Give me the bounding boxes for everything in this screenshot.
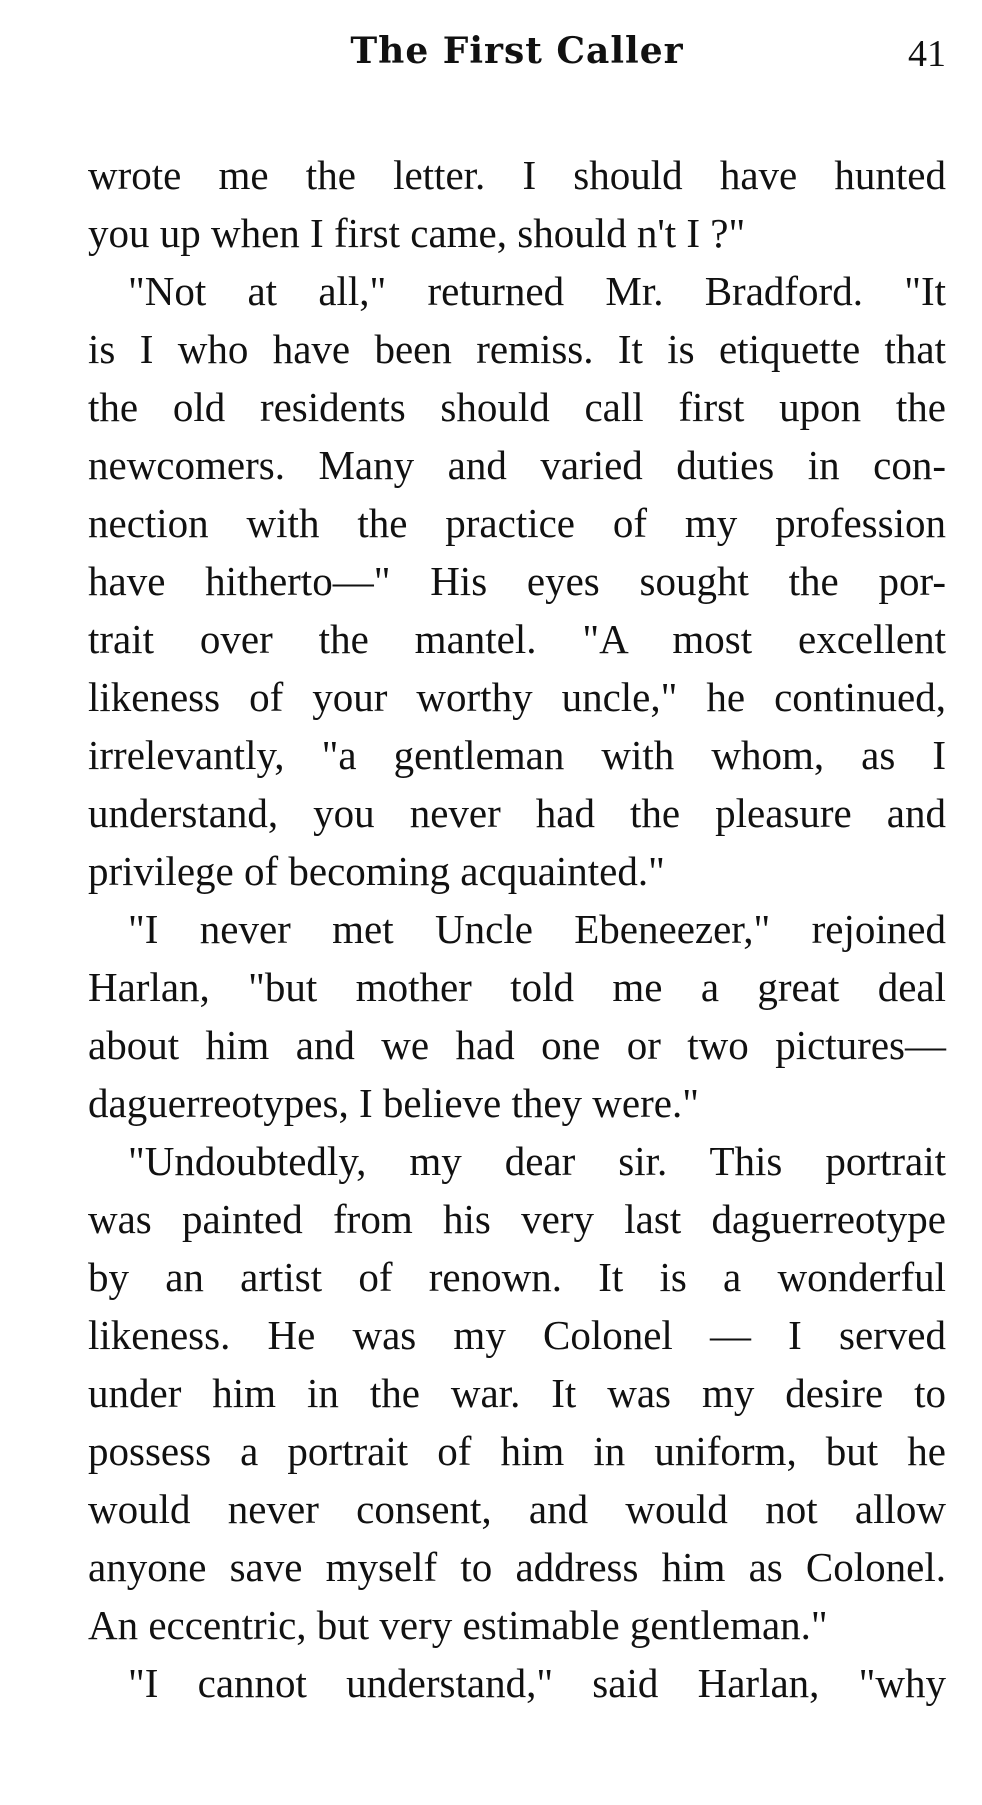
text-line: "I cannot understand," said Harlan, "why <box>128 1660 946 1706</box>
text-line: daguerreotypes, I believe they were." <box>88 1080 699 1126</box>
text-line: about him and we had one or two pictures— <box>88 1022 946 1068</box>
text-line: likeness of your worthy uncle," he continued, <box>88 674 946 720</box>
page-number: 41 <box>908 33 946 75</box>
text-line: have hitherto—" His eyes sought the por- <box>88 558 946 604</box>
running-head <box>88 28 946 88</box>
text-line: wrote me the letter. I should have hunted <box>88 152 946 198</box>
text-line: the old residents should call first upon the <box>88 384 946 430</box>
text-line: newcomers. Many and varied duties in con- <box>88 442 946 488</box>
text-line: is I who have been remiss. It is etiquette that <box>88 326 946 372</box>
text-line: Harlan, "but mother told me a great deal <box>88 964 946 1010</box>
text-line: privilege of becoming acquainted." <box>88 848 665 894</box>
body-text <box>88 146 946 1712</box>
text-line: "Undoubtedly, my dear sir. This portrait <box>128 1138 946 1184</box>
text-line: understand, you never had the pleasure and <box>88 790 946 836</box>
text-line: by an artist of renown. It is a wonderful <box>88 1254 946 1300</box>
text-line: was painted from his very last daguerreotype <box>88 1196 946 1242</box>
running-title: The First Caller <box>350 30 684 72</box>
text-line: trait over the mantel. "A most excellent <box>88 616 946 662</box>
text-line: nection with the practice of my profession <box>88 500 946 546</box>
text-line: would never consent, and would not allow <box>88 1486 946 1532</box>
text-line: An eccentric, but very estimable gentleman." <box>88 1602 828 1648</box>
text-line: "Not at all," returned Mr. Bradford. "It <box>128 268 946 314</box>
text-line: possess a portrait of him in uniform, but he <box>88 1428 946 1474</box>
text-line: likeness. He was my Colonel — I served <box>88 1312 946 1358</box>
text-line: under him in the war. It was my desire to <box>88 1370 946 1416</box>
text-line: you up when I first came, should n't I ?" <box>88 210 746 256</box>
text-line: irrelevantly, "a gentleman with whom, as I <box>88 732 946 778</box>
text-line: "I never met Uncle Ebeneezer," rejoined <box>128 906 946 952</box>
text-line: anyone save myself to address him as Colonel. <box>88 1544 946 1590</box>
